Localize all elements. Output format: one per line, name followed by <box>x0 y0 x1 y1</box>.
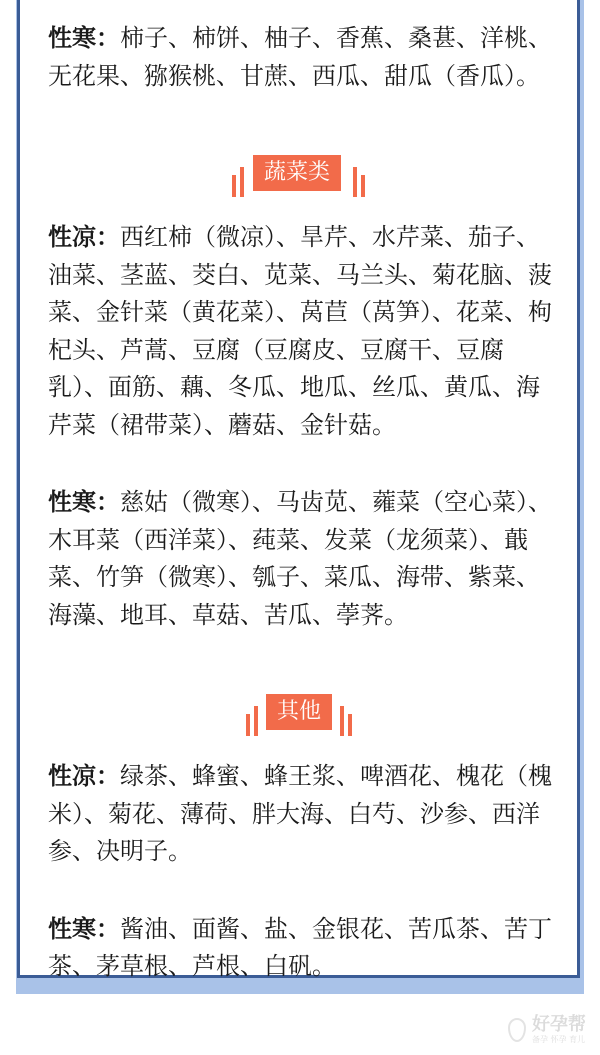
others-cool-text: 绿茶、蜂蜜、蜂王浆、啤酒花、槐花（槐米）、菊花、薄荷、胖大海、白芍、沙参、西洋参、决明子。 <box>48 762 552 865</box>
watermark <box>508 1015 586 1045</box>
vegetables-cold-text: 慈姑（微寒）、马齿苋、蕹菜（空心菜）、木耳菜（西洋菜）、莼菜、发菜（龙须菜）、蕺菜、竹笋（微寒）、瓠子、菜瓜、海带、紫菜、海藻、地耳、草菇、苦瓜、荸荠。 <box>48 488 552 629</box>
section-heading-others <box>48 684 560 758</box>
fruit-cold-label: 性寒： <box>48 24 120 52</box>
article-body <box>48 0 560 986</box>
fruit-cold-paragraph <box>48 20 560 95</box>
heading-right-bar-inner <box>340 706 344 736</box>
vegetables-cool-paragraph <box>48 219 560 444</box>
heading-left-bar-inner <box>240 167 244 197</box>
heading-left-bar-outer <box>246 714 250 736</box>
section-heading-vegetables <box>48 145 560 219</box>
watermark-subtitle: 备孕 怀孕 育儿 <box>532 1035 586 1044</box>
vegetables-cold-label: 性寒： <box>48 488 120 516</box>
location-pin-icon <box>508 1018 526 1042</box>
heading-right-bar-outer <box>361 175 365 197</box>
vegetables-cool-label: 性凉： <box>48 223 120 251</box>
others-cold-text: 酱油、面酱、盐、金银花、苦瓜茶、苦丁茶、茅草根、芦根、白矾。 <box>48 914 552 980</box>
heading-left-bar-inner <box>254 706 258 736</box>
others-cold-paragraph <box>48 911 560 986</box>
others-cool-label: 性凉： <box>48 762 120 790</box>
vegetables-cold-paragraph <box>48 484 560 634</box>
others-cold-label: 性寒： <box>48 914 120 943</box>
section-title-others: 其他 <box>266 694 332 730</box>
heading-right-bar-inner <box>353 167 357 197</box>
fruit-cold-text: 柿子、柿饼、柚子、香蕉、桑葚、洋桃、无花果、猕猴桃、甘蔗、西瓜、甜瓜（香瓜）。 <box>48 24 552 90</box>
heading-right-bar-outer <box>348 714 352 736</box>
vegetables-cool-text: 西红柿（微凉）、旱芹、水芹菜、茄子、油菜、茎蓝、茭白、苋菜、马兰头、菊花脑、菠菜、金针菜（黄花菜）、莴苣（莴笋）、花菜、枸杞头、芦蒿、豆腐（豆腐皮、豆腐干、豆腐乳）、面筋、藕、冬瓜、地瓜、丝瓜、黄瓜、海芹菜（裙带菜）、蘑菇、金针菇。 <box>48 223 552 439</box>
section-title-vegetables: 蔬菜类 <box>253 155 341 191</box>
watermark-brand: 好孕帮 <box>532 1014 586 1035</box>
others-cool-paragraph <box>48 758 560 871</box>
heading-left-bar-outer <box>232 175 236 197</box>
